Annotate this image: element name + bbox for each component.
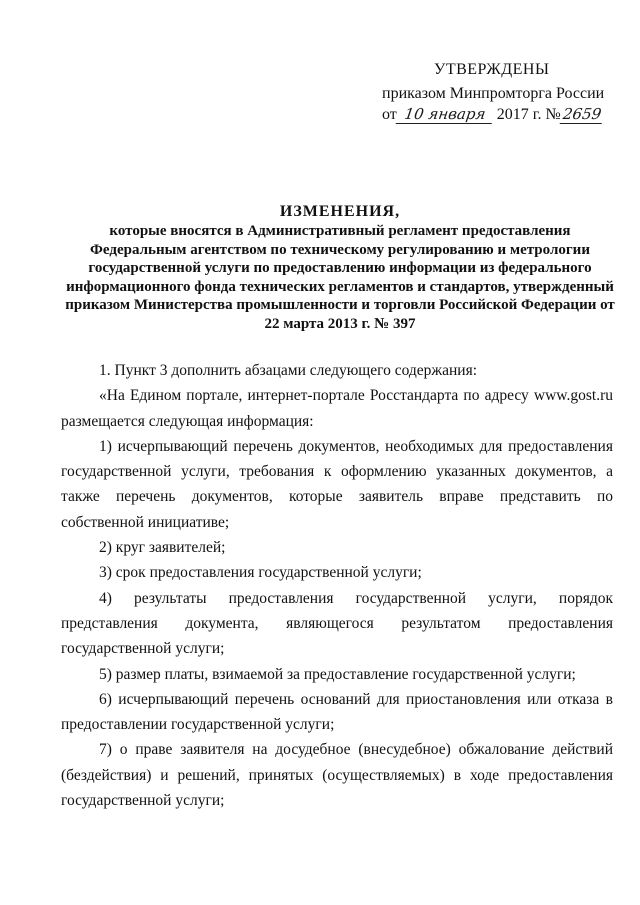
number-prefix: № <box>545 106 561 123</box>
paragraph: 1) исчерпывающий перечень документов, необходимых для предоставления государственной услуги, требования к оформлению указанных документов, а также перечень документов, которые заявитель вправе представить по собственной инициативе; <box>61 437 613 531</box>
document-heading-subtitle: которые вносятся в Административный регламент предоставления Федеральным агентством по техническому регулированию и метрологии государственной услуги по предоставлению информации из федерального информационного фонда технических регламентов и стандартов, утвержденный приказом Министерства промышленности и торговли Российской Федерации от 22 марта 2013 г. № 397 <box>65 223 615 332</box>
handwritten-date: 10 января <box>395 105 494 124</box>
paragraph: 3) срок предоставления государственной услуги; <box>99 564 422 582</box>
document-heading-title: ИЗМЕНЕНИЯ, <box>279 203 401 220</box>
paragraph: 7) о праве заявителя на досудебное (внесудебное) обжалование действий (бездействия) и решений, принятых (осуществляемых) в ходе предоставления государственной услуги; <box>61 741 613 810</box>
date-prefix: от <box>382 106 397 123</box>
paragraph: 1. Пункт 3 дополнить абзацами следующего содержания: <box>99 362 478 379</box>
handwritten-number: 2659 <box>559 105 604 124</box>
paragraph: 6) исчерпывающий перечень оснований для приостановления или отказа в предоставлении государственной услуги; <box>61 690 613 734</box>
approval-date-line <box>382 105 603 125</box>
approval-order-line: приказом Минпромторга России <box>382 85 605 102</box>
document-body <box>61 358 613 813</box>
approval-title: УТВЕРЖДЕНЫ <box>434 61 550 78</box>
paragraph: 2) круг заявителей; <box>99 539 226 557</box>
paragraph: 4) результаты предоставления государственной услуги, порядок представления документа, являющегося результатом предоставления государственной услуги; <box>61 589 613 658</box>
paragraph: «На Едином портале, интернет-портале Росстандарта по адресу www.gost.ru размещается следующая информация: <box>61 387 613 430</box>
paragraph: 5) размер платы, взимаемой за предоставление государственной услуги; <box>99 665 576 683</box>
year-text: 2017 г. <box>496 106 542 123</box>
